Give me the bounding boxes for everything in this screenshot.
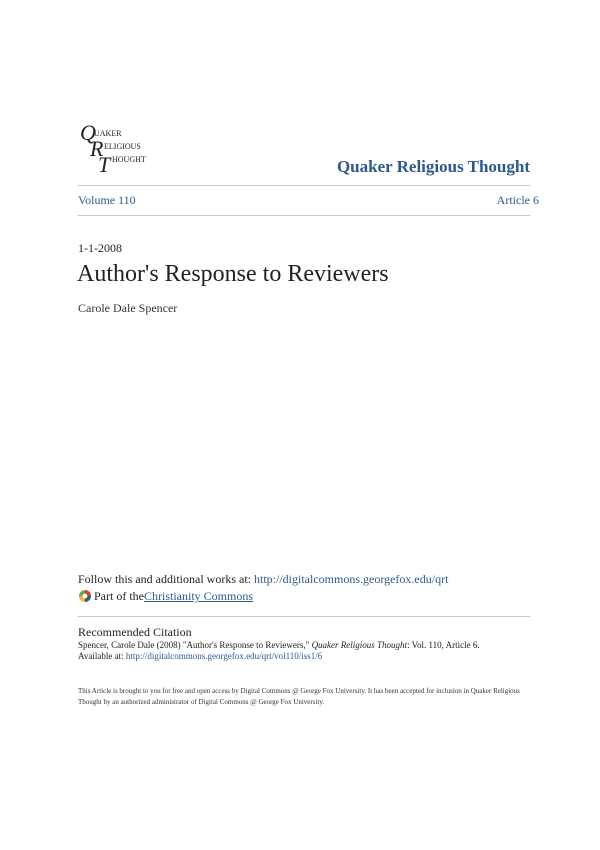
citation-divider — [78, 616, 530, 617]
citation-block — [78, 640, 538, 662]
article-author: Carole Dale Spencer — [78, 301, 178, 315]
article-link[interactable]: Article 6 — [496, 193, 539, 207]
journal-title[interactable]: Quaker Religious Thought — [336, 157, 530, 176]
part-of-prefix: Part of the — [94, 589, 144, 603]
citation-line-1 — [78, 640, 538, 651]
available-at-label: Available at: — [78, 651, 126, 661]
header-divider — [78, 185, 530, 186]
access-note: This Article is brought to you for free and open access by Digital Commons @ George Fox University. It has been accepted for inclusion in Quaker Religious Thought by an authorized administrator of Digital Commons @ George Fox University. — [78, 687, 520, 706]
citation-text: Spencer, Carole Dale (2008) "Author's Response to Reviewers," — [78, 640, 312, 650]
article-title: Author's Response to Reviewers — [77, 261, 389, 287]
article-url-link[interactable]: http://digitalcommons.georgefox.edu/qrt/vol110/iss1/6 — [125, 651, 323, 661]
follow-link[interactable]: http://digitalcommons.georgefox.edu/qrt — [254, 572, 449, 586]
svg-text:HOUGHT: HOUGHT — [112, 155, 146, 164]
svg-text:R: R — [90, 136, 104, 161]
svg-text:T: T — [98, 152, 111, 177]
publication-date: 1-1-2008 — [78, 241, 122, 255]
journal-logo — [78, 118, 164, 178]
christianity-commons-link[interactable]: Christianity Commons — [144, 589, 254, 603]
part-of-line — [78, 589, 253, 604]
citation-volume: : Vol. 110, Article 6. — [407, 640, 480, 650]
citation-line-2 — [78, 651, 538, 662]
follow-prefix: Follow this and additional works at: — [78, 572, 254, 586]
svg-text:UAKER: UAKER — [94, 129, 122, 138]
recommended-citation-heading: Recommended Citation — [78, 625, 192, 639]
citation-journal: Quaker Religious Thought — [311, 640, 408, 650]
svg-text:Q: Q — [80, 120, 96, 145]
volume-link[interactable]: Volume 110 — [78, 193, 136, 207]
network-commons-icon — [78, 589, 92, 604]
follow-line — [78, 572, 448, 587]
svg-text:ELIGIOUS: ELIGIOUS — [104, 142, 141, 151]
nav-divider — [78, 215, 530, 216]
